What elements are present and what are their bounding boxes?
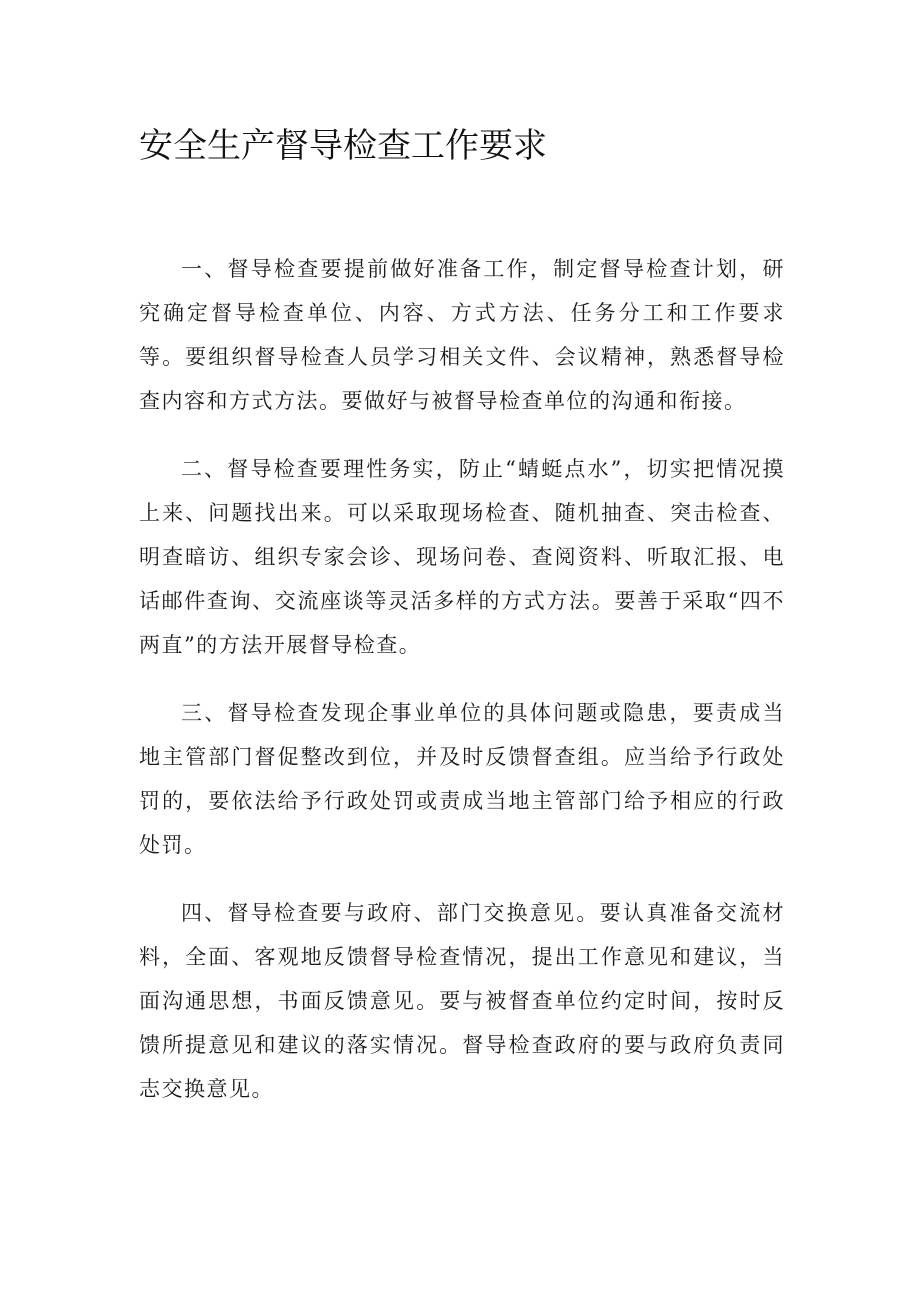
paragraph-1: 一、督导检查要提前做好准备工作，制定督导检查计划，研究确定督导检查单位、内容、方式方法、任务分工和工作要求等。要组织督导检查人员学习相关文件、会议精神，熟悉督导检查内容和方式方法。要做好与被督导检查单位的沟通和衔接。 — [139, 257, 785, 413]
paragraph-2: 二、督导检查要理性务实，防止“蜻蜓点水”，切实把情况摸上来、问题找出来。可以采取现场检查、随机抽查、突击检查、明查暗访、组织专家会诊、现场问卷、查阅资料、听取汇报、电话邮件查询、交流座谈等灵活多样的方式方法。要善于采取“四不两直”的方法开展督导检查。 — [139, 457, 785, 657]
paragraph-4: 四、督导检查要与政府、部门交换意见。要认真准备交流材料，全面、客观地反馈督导检查情况，提出工作意见和建议，当面沟通思想，书面反馈意见。要与被督查单位约定时间，按时反馈所提意见和建议的落实情况。督导检查政府的要与政府负责同志交换意见。 — [139, 901, 785, 1101]
document-body — [139, 247, 785, 1135]
paragraph-3: 三、督导检查发现企事业单位的具体问题或隐患，要责成当地主管部门督促整改到位，并及时反馈督查组。应当给予行政处罚的，要依法给予行政处罚或责成当地主管部门给予相应的行政处罚。 — [139, 701, 785, 857]
page-title: 安全生产督导检查工作要求 — [139, 126, 547, 166]
